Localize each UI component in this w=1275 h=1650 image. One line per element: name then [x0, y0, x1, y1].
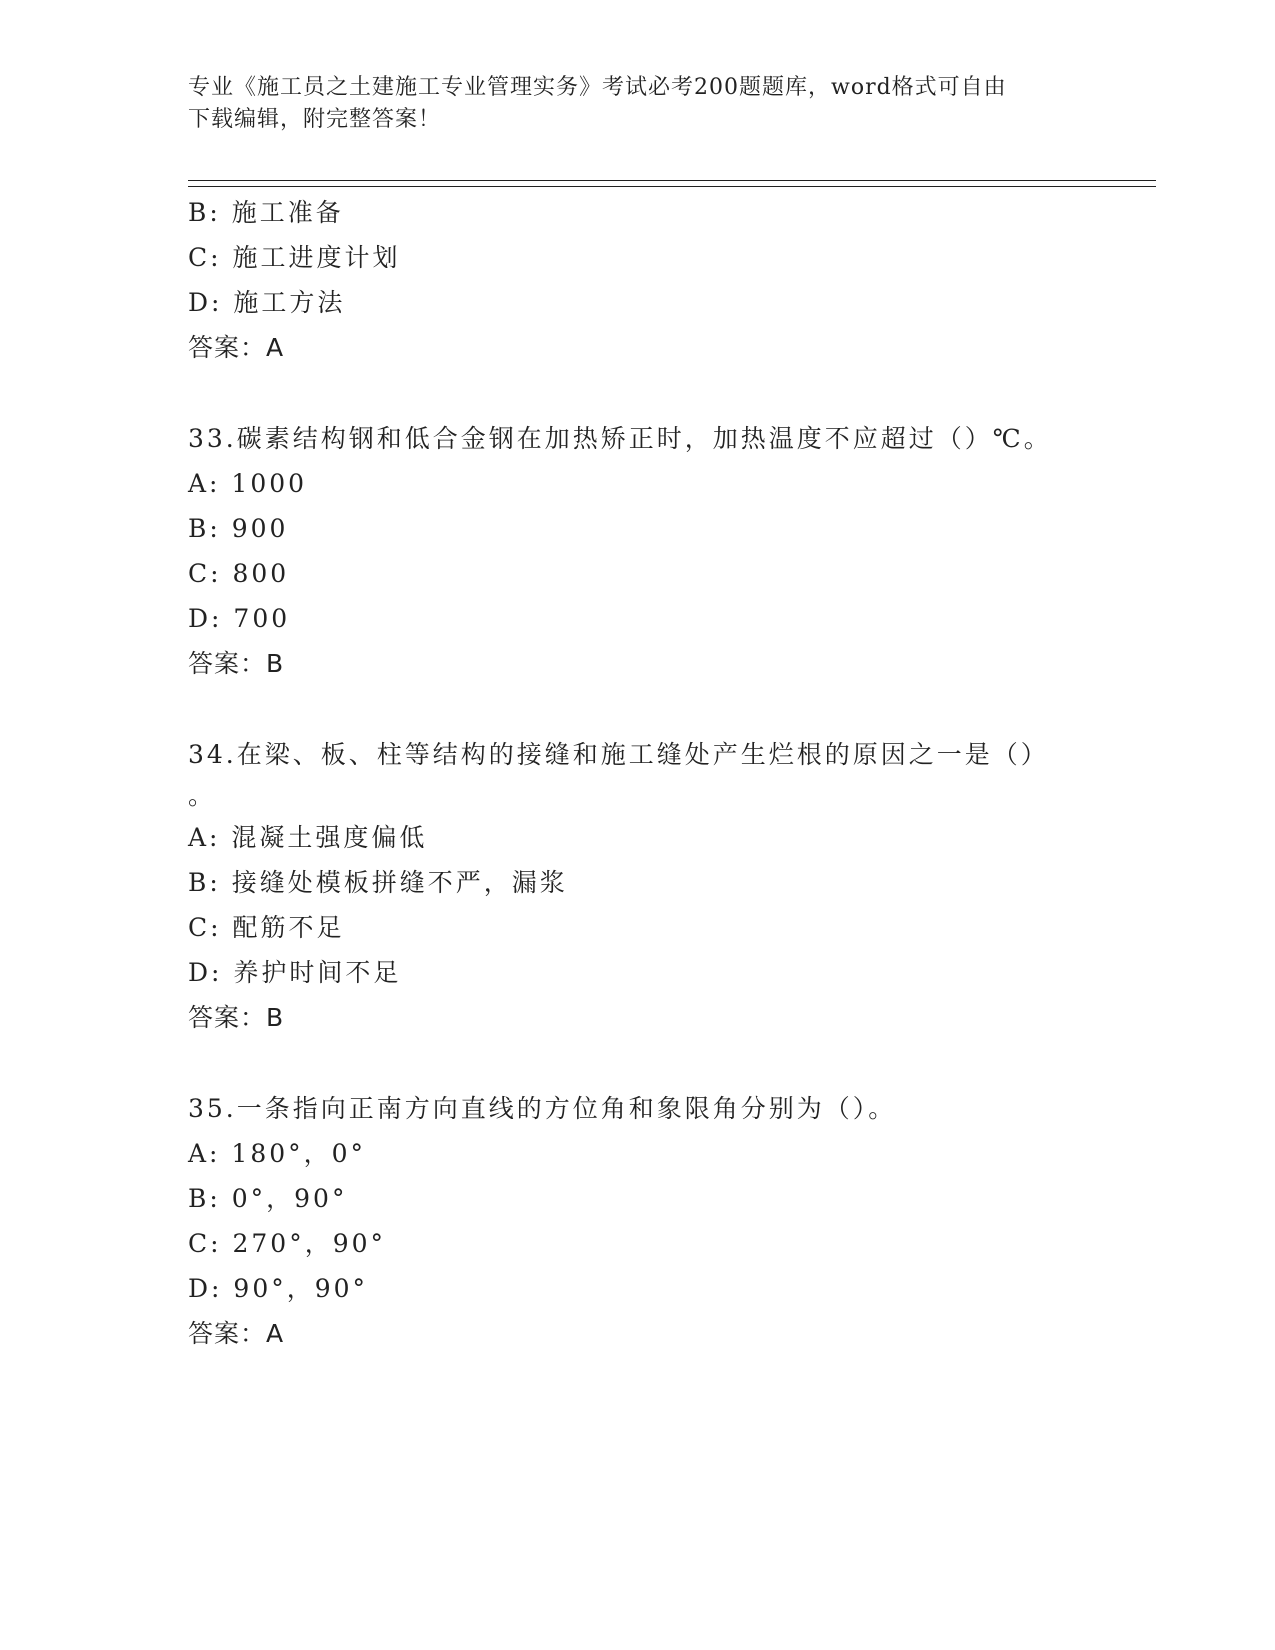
header-title-line-2: 下载编辑，附完整答案！ — [188, 107, 442, 132]
option-d: D: 90°，90° — [188, 1274, 369, 1303]
spacer — [188, 1040, 1148, 1086]
question-block-32 — [188, 190, 1148, 370]
answer-line: 答案：B — [188, 649, 285, 678]
question-stem: 33.碳素结构钢和低合金钢在加热矫正时，加热温度不应超过（）℃。 — [188, 424, 1052, 453]
option-d: D: 施工方法 — [188, 288, 346, 317]
question-block-34 — [188, 732, 1148, 1040]
option-c: C: 800 — [188, 559, 290, 588]
option-b: B: 0°，90° — [188, 1184, 348, 1213]
question-stem-continuation: 。 — [188, 781, 217, 810]
question-list — [188, 190, 1148, 1356]
option-c: C: 配筋不足 — [188, 913, 345, 942]
option-a: A: 180°，0° — [188, 1139, 367, 1168]
option-b: B: 900 — [188, 514, 289, 543]
spacer — [188, 686, 1148, 732]
option-b: B: 施工准备 — [188, 198, 344, 227]
question-block-33 — [188, 416, 1148, 686]
answer-line: 答案：B — [188, 1003, 285, 1032]
question-stem: 35.一条指向正南方向直线的方位角和象限角分别为（）。 — [188, 1094, 897, 1123]
option-c: C: 施工进度计划 — [188, 243, 401, 272]
header-title-line-1: 专业《施工员之土建施工专业管理实务》考试必考200题题库，word格式可自由 — [188, 75, 1007, 100]
option-d: D: 700 — [188, 604, 291, 633]
document-header — [188, 72, 1068, 136]
question-stem: 34.在梁、板、柱等结构的接缝和施工缝处产生烂根的原因之一是（） — [188, 740, 1049, 769]
header-divider — [188, 180, 1156, 187]
spacer — [188, 370, 1148, 416]
option-a: A: 1000 — [188, 469, 308, 498]
option-b: B: 接缝处模板拼缝不严，漏浆 — [188, 868, 568, 897]
option-a: A: 混凝土强度偏低 — [188, 823, 428, 852]
option-d: D: 养护时间不足 — [188, 958, 402, 987]
question-block-35 — [188, 1086, 1148, 1356]
answer-line: 答案：A — [188, 333, 285, 362]
option-c: C: 270°，90° — [188, 1229, 387, 1258]
answer-line: 答案：A — [188, 1319, 285, 1348]
